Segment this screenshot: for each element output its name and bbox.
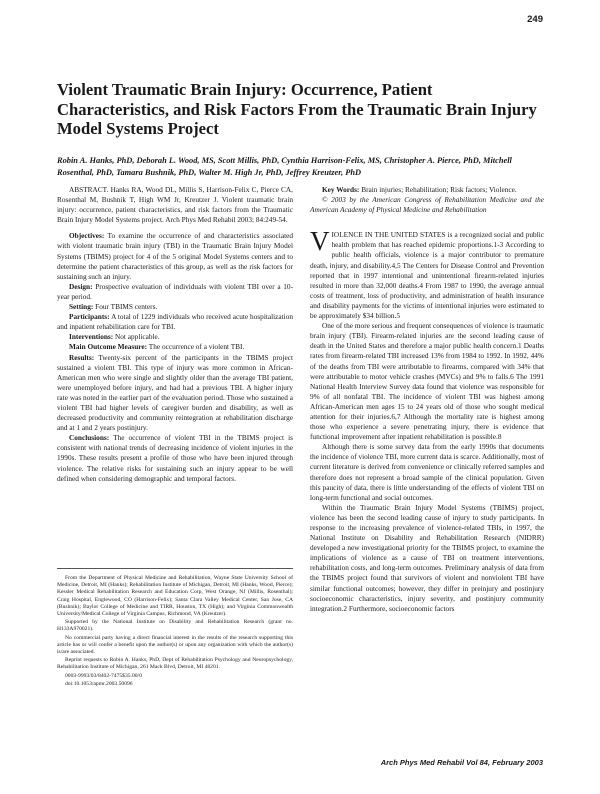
copyright: © 2003 by the American Congress of Rehabilitation Medicine and the American Academy of Physical Medicine and Rehabilitation	[310, 195, 544, 215]
journal-footer: Arch Phys Med Rehabil Vol 84, February 2003	[380, 758, 543, 767]
lead-in: IOLENCE IN THE UNITED STATES	[331, 230, 446, 240]
body-paragraph-1: VIOLENCE IN THE UNITED STATES is a recognized social and public health problem that has reached epidemic proportions.1-3 According to public health officials, violence is a major contributor to premature death, injury, and disability.4,5 The Centers for Disease Control and Prevention reported that in 1997 intentional and unintentional firearm-related injuries resulted in more than 32,000 deaths.4 From 1987 to 1990, the average annual costs of treatment, loss of productivity, and administration of health insurance and disability payments for the victims of intentional injuries were estimated to be approximately $34 billion.5	[310, 226, 545, 321]
body-paragraph-3: Although there is some survey data from the early 1990s that documents the incidence of violence TBI, more current data is scarce. Additionally, most of current literature is derived from convenience or clinically referred samples and therefore does not represent a broad sample of the clinical population. Given this paucity of data, there is little understanding of the effects of violent TBI on long-term functional and social outcomes.	[310, 442, 544, 502]
abstract-column	[57, 185, 293, 484]
abstract-citation: ABSTRACT. Hanks RA, Wood DL, Millis S, Harrison-Felix C, Pierce CA, Rosenthal M, Bushnik T, High WM Jr, Kreutzer J. Violent traumatic brain injury: occurrence, patient characteristics, and risk factors from the Traumatic Brain Injury Model Systems project. Arch Phys Med Rehabil 2003; 84:249-54.	[57, 185, 293, 225]
footnote-reprints: Reprint requests to Robin A. Hanks, PhD, Dept of Rehabilitation Psychology and Neuropsychology, Rehabilitation Institute of Michigan, 261 Mack Blvd, Detroit, MI 48201.	[57, 657, 293, 671]
body-paragraph-4: Within the Traumatic Brain Injury Model Systems (TBIMS) project, violence has been the second leading cause of injury to study participants. In response to the increasing prevalence of violence-related TBIs, in 1997, the National Institute on Disability and Rehabilitation Research (NIDRR) developed a new investigational priority for the TBIMS project, to examine the implications of violence as a cause of TBI on treatment interventions, rehabilitation costs, and long-term outcomes. Preliminary analysis of data from the TBIMS project found that survivors of violent and nonviolent TBI have similar functional outcomes; however, they differ in preinjury and postinjury socioeconomic characteristics, injury severity, and postinjury community integration.2 Furthermore, socioeconomic factors	[310, 502, 544, 613]
page-number: 249	[527, 14, 543, 25]
abstract-outcome: Main Outcome Measure: The occurrence of a violent TBI.	[69, 342, 245, 352]
abstract-conclusions: Conclusions: The occurrence of violent TBI in the TBIMS project is consistent with national trends of decreasing incidence of violent injuries in the 1990s. These results present a profile of those who have been injured through violence. The relative risks for sustaining such an injury appear to be well defined when considering demographic and temporal factors.	[57, 433, 293, 483]
article-title: Violent Traumatic Brain Injury: Occurrence, Patient Characteristics, and Risk Factors From the Traumatic Brain Injury Model Systems Project	[57, 80, 537, 138]
drop-cap: V	[310, 226, 330, 257]
footnote-conflict: No commercial party having a direct financial interest in the results of the research supporting this article has or will confer a benefit upon the author(s) or upon any organization with which the author(s) is/are associated.	[57, 634, 293, 656]
author-list: Robin A. Hanks, PhD, Deborah L. Wood, MS, Scott Millis, PhD, Cynthia Harrison-Felix, MS, Christopher A. Pierce, PhD, Mitchell Rosenthal, PhD, Tamara Bushnik, PhD, Walter M. High Jr, PhD, Jeffrey Kreutzer, PhD	[57, 156, 512, 177]
footnote-affiliations: From the Department of Physical Medicine and Rehabilitation, Wayne State University School of Medicine, Detroit, MI (Hanks); Rehabilitation Institute of Michigan, Detroit, MI (Hanks, Wood, Pierce); Kessler Medical Rehabilitation Research and Education Corp, West Orange, NJ (Millis, Rosenthal); Craig Hospital, Englewood, CO (Harrison-Felix); Santa Clara Valley Medical Center, San Jose, CA (Bushnik); Baylor College of Medicine and TIRR, Houston, TX (High); and Virginia Commonwealth University/Medical College of Virginia Campus, Richmond, VA (Kreutzer).	[57, 575, 293, 618]
body-column	[310, 185, 544, 614]
abstract-participants: Participants: A total of 1229 individuals who received acute hospitalization and inpatient rehabilitation care for TBI.	[57, 312, 294, 332]
abstract-setting: Setting: Four TBIMS centers.	[69, 302, 158, 312]
footnotes	[57, 568, 293, 689]
footnote-funding: Supported by the National Institute on Disability and Rehabilitation Research (grant no. H133A970021).	[57, 619, 293, 633]
abstract-objectives: Objectives: To examine the occurrence of and characteristics associated with violent traumatic brain injury (TBI) in the Traumatic Brain Injury Model Systems (TBIMS) project for 4 of the 5 original Model Systems centers and to determine the patient characteristics of this group, as well as the risk factors for sustaining such an injury.	[57, 231, 293, 281]
keywords: Key Words: Brain injuries; Rehabilitation; Risk factors; Violence.	[322, 185, 517, 194]
footnote-issn: 0003-9993/03/8402-7475$35.00/0	[65, 672, 142, 679]
body-paragraph-2: One of the more serious and frequent consequences of violence is traumatic brain injury (TBI). Firearm-related injuries are the second leading cause of death in the United States and therefore a major public health concern.1 Deaths rates from firearm-related TBI increased 13% from 1984 to 1992. In 1992, 44% of the deaths from TBI were attributable to firearms, compared with 34% that were attributable to motor vehicle crashes (MVCs) and 9% to falls.6 The 1991 National Health Interview Survey data found that violence was responsible for 9% of all nonfatal TBI. The incidence of violent TBI was highest among African-American men ages 15 to 24 years old of those who sought medical attention for their injuries.6,7 Although the mortality rate is highest among those who experience a severe penetrating injury, there is evidence that functional improvement after inpatient rehabilitation is possible.8	[310, 321, 544, 442]
abstract-design: Design: Prospective evaluation of individuals with violent TBI over a 10-year period.	[57, 281, 294, 301]
abstract-interventions: Interventions: Not applicable.	[69, 332, 160, 342]
abstract-results: Results: Twenty-six percent of the participants in the TBIMS project sustained a violent TBI. This type of injury was more common in African-American men who were single and slightly older than the average TBI patient, were unemployed before injury, and had had a previous TBI. A higher injury rate was noted in the earlier part of the evaluation period. Those who sustained a violent TBI had higher levels of caregiver burden and disability, as well as decreased productivity and community reintegration at rehabilitation discharge and at 1 and 2 years postinjury.	[57, 352, 293, 433]
footnote-doi: doi:10.1053/apmr.2003.50096	[65, 680, 133, 687]
